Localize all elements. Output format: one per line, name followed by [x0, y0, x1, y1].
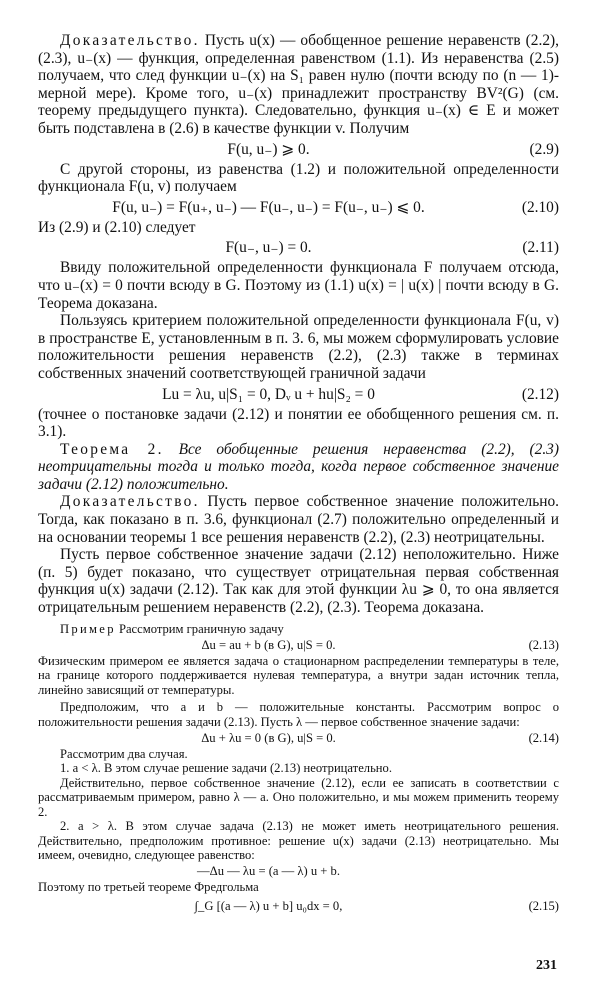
- equation-number: (2.15): [528, 898, 559, 913]
- paragraph-5: Пользуясь критерием положительной определенности функционала F(u, v) в пространстве E, установленным в п. 3. 6, мы можем сформулировать условие положительности решения неравенств (2.2), (2.3) также в терминах собственных значений соответствующей граничной задачи: [38, 312, 559, 382]
- equation-number: (2.9): [529, 140, 559, 158]
- equation-unnumbered: [38, 862, 559, 880]
- small-paragraph-3: Рассмотрим два случая.: [60, 747, 188, 762]
- equation-formula: F(u₋, u₋) = 0.: [225, 239, 312, 257]
- equation-2-14: [38, 729, 559, 747]
- equation-formula: ∫_G [(a — λ) u + b] u₀dx = 0,: [194, 898, 343, 913]
- equation-2-13: [38, 636, 559, 654]
- theorem-2: [38, 441, 559, 494]
- small-paragraph-1: Физическим примером ее является задача о стационарном распределении температуры в теле, на границе которого поддерживается нулевая температура, а внутри задан источник тепла, линейно зависящий от температуры.: [38, 654, 559, 697]
- example-lead: Пример: [60, 621, 116, 636]
- equation-formula: Δu = au + b (в G), u|S = 0.: [201, 638, 336, 653]
- paragraph-4: Ввиду положительной определенности функционала F получаем отсюда, что u₋(x) = 0 почти всюду в G. Поэтому из (1.1) u(x) = | u(x) | почти всюду в G. Теорема доказана.: [38, 259, 559, 312]
- theorem-text: Все обобщенные решения неравенства (2.2), (2.3) неотрицательны тогда и только тогда, когда первое собственное значение задачи (2.12) положительно.: [38, 440, 559, 493]
- equation-formula: F(u, u₋) = F(u₊, u₋) — F(u₋, u₋) = F(u₋, u₋) ⩽ 0.: [112, 198, 425, 216]
- equation-number: (2.13): [528, 638, 559, 653]
- equation-number: (2.11): [522, 239, 559, 257]
- paragraph-3: Из (2.9) и (2.10) следует: [38, 218, 196, 236]
- equation-formula: F(u, u₋) ⩾ 0.: [227, 140, 310, 158]
- equation-number: (2.12): [521, 385, 559, 403]
- equation-2-12: [38, 383, 559, 406]
- case-2: 2. a > λ. В этом случае задача (2.13) не может иметь неотрицательного решения. Действительно, предположим противное: решение u(x) задачи (2.13) неотрицательно. Мы имеем, очевидно, следующее равенство:: [38, 819, 559, 862]
- paragraph-2: С другой стороны, из равенства (1.2) и положительной определенности функционала F(u, v) получаем: [38, 160, 559, 196]
- page-body: [38, 32, 559, 917]
- case-1: 1. a < λ. В этом случае решение задачи (2.13) неотрицательно.: [60, 761, 392, 776]
- proof-paragraph-1: [38, 32, 559, 138]
- equation-2-9: [38, 138, 559, 161]
- equation-formula: Δu + λu = 0 (в G), u|S = 0.: [201, 731, 336, 746]
- equation-number: (2.14): [528, 731, 559, 746]
- paragraph-7: Пусть первое собственное значение задачи (2.12) неположительно. Ниже (п. 5) будет показано, что существует отрицательная первая собственная функция u(x) задачи (2.12). Так как для этой функции λu ⩾ 0, то она является отрицательным решением неравенств (2.2), (2.3). Теорема доказана.: [38, 546, 559, 617]
- proof-paragraph-2: [38, 493, 559, 546]
- theorem-lead: Теорема 2.: [60, 440, 164, 458]
- equation-2-10: [38, 196, 559, 219]
- small-paragraph-2: Предположим, что a и b — положительные константы. Рассмотрим вопрос о положительности решения задачи (2.13). Пусть λ — первое собственное значение задачи:: [38, 700, 559, 729]
- equation-formula: Lu = λu, u|S₁ = 0, Dᵥ u + hu|S₂ = 0: [162, 385, 375, 403]
- equation-number: (2.10): [521, 198, 559, 216]
- example-intro: [38, 622, 559, 636]
- proof-text: Пусть u(x) — обобщенное решение неравенств (2.2), (2.3), u₋(x) — функция, определенная равенством (1.1). Из неравенства (2.5) получаем, что след функции u₋(x) на S₁ равен нулю (почти всюду по (n — 1)-мерной мере). Кроме того, u₋(x) принадлежит пространству BV²(G) (см. теорему предыдущего пункта). Следовательно, функция u₋(x) ∈ E и может быть подставлена в (2.6) в качестве функции v. Получим: [38, 32, 559, 137]
- equation-2-11: [38, 236, 559, 259]
- small-paragraph-5: Действительно, первое собственное значение (2.12), если ее записать в соответствии с рассматриваемым примером, равно λ — a. Оно положительно, и мы можем применить теорему 2.: [38, 775, 559, 819]
- example-text: Рассмотрим граничную задачу: [115, 621, 284, 636]
- proof-lead: Доказательство.: [60, 493, 200, 511]
- proof-text: Пусть первое собственное значение положительно. Тогда, как показано в п. 3.6, функционал (2.7) положительно определенный и на основании теоремы 1 все решения неравенств (2.2), (2.3) неотрицательны.: [38, 493, 559, 546]
- equation-2-15: [38, 895, 559, 917]
- proof-lead: Доказательство.: [60, 32, 200, 49]
- paragraph-6: (точнее о постановке задачи (2.12) и понятии ее обобщенного решения см. п. 3.1).: [38, 405, 559, 441]
- page-number: 231: [536, 958, 557, 973]
- small-paragraph-7: Поэтому по третьей теореме Фредгольма: [38, 880, 259, 895]
- equation-formula: —Δu — λu = (a — λ) u + b.: [197, 864, 340, 879]
